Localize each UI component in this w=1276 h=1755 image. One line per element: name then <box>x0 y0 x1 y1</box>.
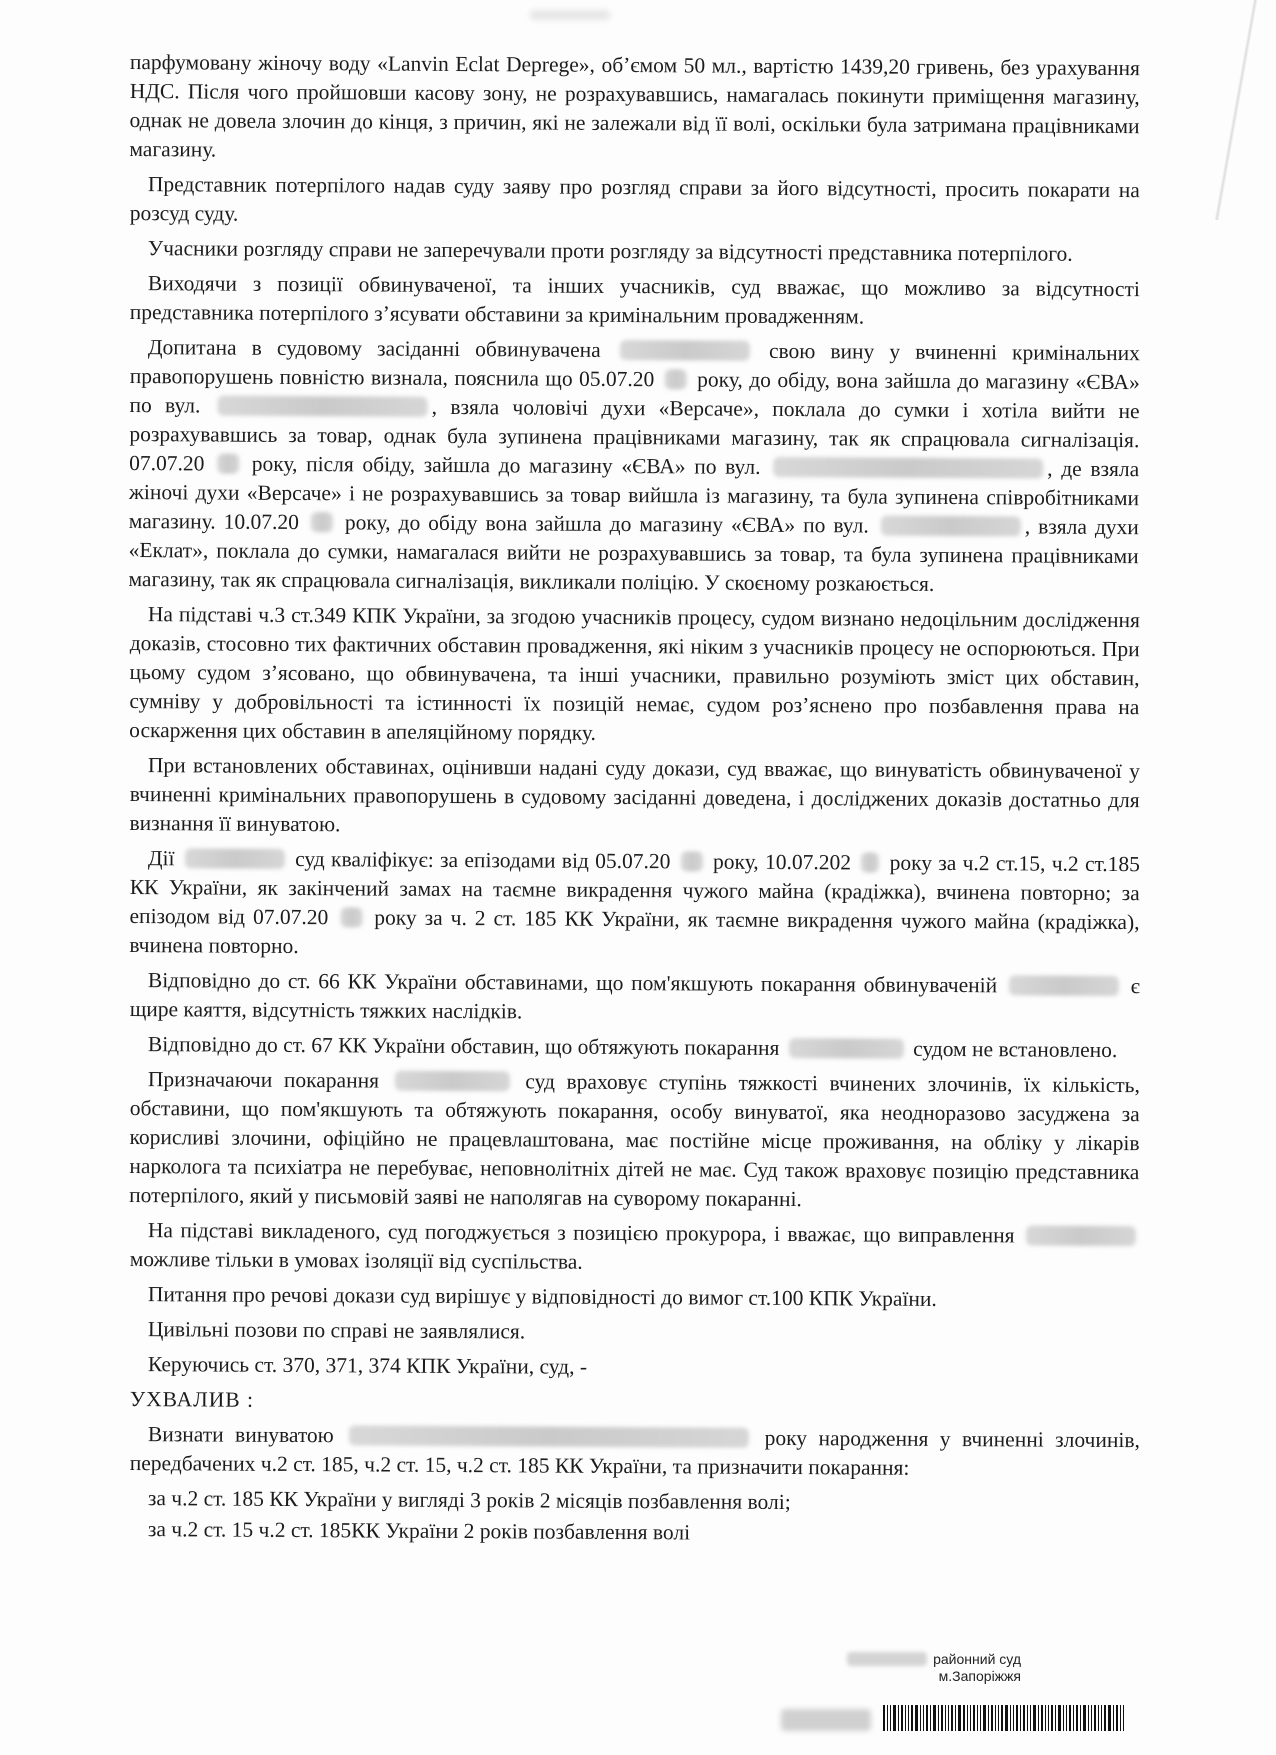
text-segment: року, після обіду, зайшла до магазину «ЄВА» по вул. <box>251 451 761 479</box>
barcode-bar <box>1098 1705 1099 1731</box>
barcode-bar <box>977 1705 978 1731</box>
paragraph-12 <box>130 1216 1140 1280</box>
barcode-bar <box>911 1705 913 1731</box>
barcode-bar <box>1113 1705 1114 1731</box>
barcode-bar <box>1041 1705 1043 1731</box>
paragraph-7: При встановлених обставинах, оцінивши надані суду докази, суд вважає, що винуватість обвинуваченої у вчиненні кримінальних правопорушень в судовому засіданні доведена, і досліджених доказів достатньо для визнання її винуватою. <box>129 753 1140 837</box>
barcode-bar <box>948 1705 949 1731</box>
text-segment: року, 10.07.202 <box>713 849 852 875</box>
paragraph-13: Питання про речові докази суд вирішує у відповідності до вимог ст.100 КПК України. <box>147 1282 937 1311</box>
barcode-bar <box>955 1705 956 1731</box>
barcode-bar <box>951 1705 953 1731</box>
redacted-year <box>665 369 687 389</box>
redacted-name <box>185 848 285 869</box>
text-segment: суд враховує ступінь тяжкості вчинених злочинів, їх кількість, обставини, що пом'якшують та обтяжують покарання, особу винуватої, яка неодноразово засуджена за корисливі злочини, офіційно не працевлаштована, має постійне місце проживання, на обліку у лікарів нарколога та психіатра не перебуває, неповнолітніх дітей не має. Суд також враховує позицію представника потерпілого, який у письмовій заяві не наполягав на суворому покаранні. <box>129 1069 1140 1212</box>
text-segment: року, до обіду, вона зайшла до магазину «ЄВА» по вул. <box>129 367 1140 418</box>
barcode-bar <box>1076 1705 1078 1731</box>
barcode-bar <box>1013 1705 1014 1731</box>
barcode-bar <box>1001 1705 1003 1731</box>
paragraph-15: Керуючись ст. 370, 371, 374 КПК України, суд, - <box>147 1352 588 1379</box>
barcode-bar <box>945 1705 946 1731</box>
paragraph-6: На підставі ч.3 ст.349 КПК України, за згодою учасників процесу, судом визнано недоцільним дослідження доказів, стосовно тих фактичних обставин провадження, які ніким з учасників процесу не оспорюються. При цьому судом з’ясовано, що обвинувачена, та інші учасники, правильно розуміють зміст цих обставин, сумніву у добровільності та істинності їх позицій немає, судом роз’яснено про позбавлення права на оскарження цих обставин в апеляційному порядку. <box>129 602 1140 745</box>
redacted-street <box>218 396 428 417</box>
barcode-bar <box>883 1705 885 1731</box>
redacted-street <box>881 516 1021 537</box>
document-body <box>130 48 1140 1546</box>
barcode-bar <box>1023 1705 1025 1731</box>
redacted-year <box>217 454 239 474</box>
barcode-bar <box>941 1705 943 1731</box>
barcode-bar <box>1030 1705 1031 1731</box>
barcode-bar <box>1116 1705 1118 1731</box>
text-segment: Допитана в судовому засіданні обвинувачена <box>147 335 601 362</box>
redacted-street <box>773 457 1043 479</box>
barcode-bar <box>923 1705 924 1731</box>
paragraph-4: Виходячи з позиції обвинуваченої, та інших учасників, суд вважає, що можливо за відсутності представника потерпілого з’ясувати обставини за кримінальним провадженням. <box>129 271 1140 329</box>
text-segment: року, до обіду вона зайшла до магазину «ЄВА» по вул. <box>344 510 869 538</box>
barcode-bar <box>1005 1705 1008 1731</box>
paragraph-9 <box>130 966 1140 1030</box>
barcode-bar <box>988 1705 989 1731</box>
barcode-bar <box>1104 1705 1106 1731</box>
redacted-name <box>1009 975 1119 996</box>
barcode-bar <box>1080 1705 1081 1731</box>
barcode-bar <box>998 1705 999 1731</box>
text-segment: Відповідно до ст. 67 КК України обставин, що обтяжують покарання <box>147 1032 780 1060</box>
stamp-city: м.Запоріжжя <box>938 1668 1021 1684</box>
redacted-code <box>781 1709 871 1731</box>
barcode-bar <box>1091 1705 1092 1731</box>
barcode-bar <box>901 1705 903 1731</box>
barcode-bar <box>1020 1705 1021 1731</box>
barcode-bar <box>1010 1705 1011 1731</box>
paragraph-8 <box>129 844 1140 966</box>
paragraph-2: Представник потерпілого надав суду заяву про розгляд справи за його відсутності, просить покарати на розсуд суду. <box>129 172 1140 226</box>
barcode-bar <box>1045 1705 1046 1731</box>
redacted-year <box>311 512 333 532</box>
sentence-item-1: за ч.2 ст. 185 КК України у вигляді 3 років 2 місяців позбавлення волі; <box>147 1486 791 1515</box>
paragraph-10 <box>130 1030 1140 1065</box>
barcode-bar <box>908 1705 909 1731</box>
barcode-bar <box>1073 1705 1074 1731</box>
ruling-heading: УХВАЛИВ : <box>129 1387 255 1412</box>
barcode-bar <box>1123 1705 1124 1731</box>
barcode-bar <box>926 1705 928 1731</box>
text-segment: суд кваліфікує: за епізодами від 05.07.20 <box>295 847 671 874</box>
barcode-bar <box>920 1705 921 1731</box>
barcode-bar <box>1033 1705 1036 1731</box>
barcode-bar <box>1055 1705 1056 1731</box>
barcode-bar <box>915 1705 918 1731</box>
barcode-bar <box>898 1705 899 1731</box>
stamp-court-label: районний суд <box>933 1651 1021 1667</box>
text-segment: , де взяла жіночі духи «Версаче» і не розрахувавшись за товар вийшла із магазину, та була зупинена співробітниками магазину. 10.07.20 <box>128 456 1140 535</box>
barcode-bar <box>1108 1705 1111 1731</box>
barcode-bar <box>983 1705 986 1731</box>
barcode-bar <box>1069 1705 1071 1731</box>
barcode-bar <box>1120 1705 1121 1731</box>
text-segment: року за ч.2 ст.15, ч.2 ст.185 КК України, як закінчений замах на таємне викрадення чужого майна (крадіжка), вчинена повторно; за епізодом від 07.07.20 <box>129 850 1141 930</box>
barcode-area <box>781 1705 1126 1731</box>
barcode-bar <box>1048 1705 1049 1731</box>
barcode-bar <box>980 1705 981 1731</box>
text-segment: Визнати винуватою <box>147 1422 334 1448</box>
redacted-name <box>789 1038 904 1059</box>
barcode <box>883 1705 1126 1731</box>
barcode-bar <box>930 1705 931 1731</box>
barcode-bar <box>973 1705 975 1731</box>
barcode-bar <box>1038 1705 1039 1731</box>
paragraph-5 <box>128 333 1140 600</box>
text-segment: Відповідно до ст. 66 КК України обставинами, що пом'якшують покарання обвинуваченій <box>147 968 998 998</box>
barcode-bar <box>893 1705 896 1731</box>
barcode-bar <box>1016 1705 1018 1731</box>
text-segment: свою вину у вчиненні кримінальних правопорушень повністю визнала, пояснила що 05.07.20 <box>129 338 1140 392</box>
barcode-bar <box>905 1705 906 1731</box>
text-segment: судом не встановлено. <box>913 1036 1118 1063</box>
text-segment: є щире каяття, відсутність тяжких наслідків. <box>129 974 1141 1024</box>
barcode-bar <box>995 1705 996 1731</box>
barcode-bar <box>963 1705 965 1731</box>
redacted-name <box>620 340 750 361</box>
barcode-bar <box>1027 1705 1028 1731</box>
court-stamp <box>847 1651 1021 1685</box>
barcode-bar <box>933 1705 936 1731</box>
paragraph-16 <box>130 1420 1140 1484</box>
text-segment: , взяла духи «Еклат», поклала до сумки, намагалася вийти не розрахувавшись за товар, та була зупинена працівниками магазину, так як спрацювала сигналізація, викликали поліцію. У скоєному розкаюється. <box>128 514 1139 596</box>
redacted-year <box>340 907 362 927</box>
barcode-bar <box>1058 1705 1061 1731</box>
barcode-bar <box>1066 1705 1067 1731</box>
barcode-bar <box>970 1705 971 1731</box>
text-segment: На підставі викладеного, суд погоджується з позицією прокурора, і вважає, що виправлення <box>147 1218 1015 1248</box>
redacted-name-and-birthdate <box>349 1425 749 1447</box>
barcode-bar <box>890 1705 891 1731</box>
text-segment: , взяла чоловічі духи «Версаче», поклала до сумки і хотіла вийти не розрахувавшись за товар, однак була зупинена працівниками магазину, так як спрацювала сигналізація. 07.07.20 <box>129 394 1140 476</box>
sentence-item-2: за ч.2 ст. 15 ч.2 ст. 185КК України 2 років позбавлення волі <box>147 1517 691 1545</box>
paragraph-1: парфумовану жіночу воду «Lanvin Eclat Depregе», об’ємом 50 мл., вартістю 1439,20 гривень, без урахування НДС. Після чого пройшовши касову зону, не розрахувавшись, намагалась покинути приміщення магазину, однак не довела злочин до кінця, з причин, які не залежали від її волі, оскільки була затримана працівниками магазину. <box>129 49 1140 162</box>
barcode-bar <box>1088 1705 1089 1731</box>
paper-fold-shadow <box>1196 0 1276 220</box>
barcode-bar <box>1094 1705 1096 1731</box>
barcode-bar <box>1083 1705 1086 1731</box>
redacted-name <box>1026 1225 1136 1246</box>
barcode-bar <box>991 1705 993 1731</box>
text-segment: року народження у вчиненні злочинів, передбачених ч.2 ст. 185, ч.2 ст. 15, ч.2 ст. 185 КК України, та призначити покарання: <box>129 1425 1140 1480</box>
text-segment: Дії <box>147 846 175 871</box>
text-segment: можливе тільки в умовах ізоляції від суспільства. <box>129 1246 583 1274</box>
barcode-bar <box>967 1705 968 1731</box>
redacted-year <box>861 852 879 872</box>
barcode-bar <box>1051 1705 1053 1731</box>
text-segment: року за ч. 2 ст. 185 КК України, як таємне викрадення чужого майна (крадіжка), вчинена повторно. <box>129 905 1140 959</box>
text-segment: Призначаючи покарання <box>147 1067 380 1093</box>
barcode-bar <box>938 1705 939 1731</box>
barcode-bar <box>958 1705 961 1731</box>
paragraph-14: Цивільні позови по справі не заявлялися. <box>147 1317 526 1344</box>
paragraph-3: Учасники розгляду справи не заперечували проти розгляду за відсутності представника потерпілого. <box>147 236 1073 266</box>
redacted-year <box>681 851 703 871</box>
redacted-name <box>395 1071 510 1092</box>
barcode-bar <box>1063 1705 1064 1731</box>
redacted-header-mark <box>530 10 610 20</box>
barcode-bar <box>887 1705 888 1731</box>
barcode-bar <box>1101 1705 1102 1731</box>
paragraph-11 <box>129 1065 1140 1216</box>
redacted-court-name <box>847 1652 927 1666</box>
